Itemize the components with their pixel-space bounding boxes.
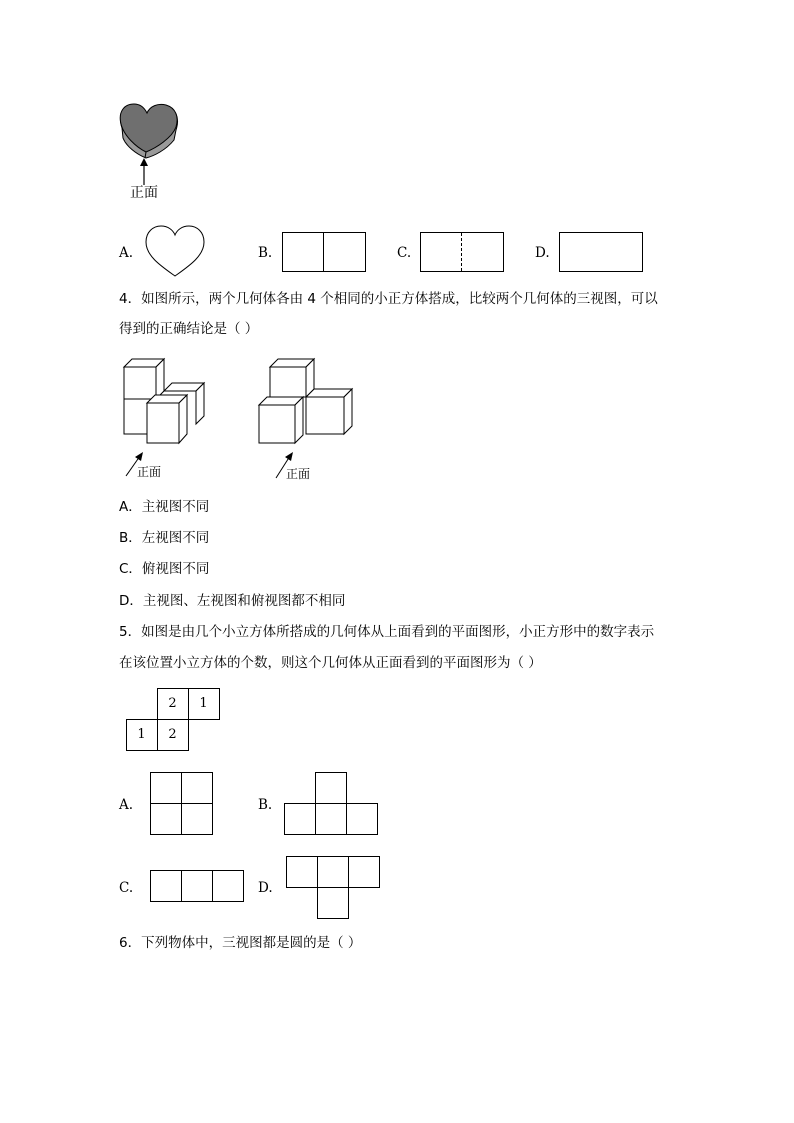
q5-stem-line1: 5．如图是由几个小立方体所搭成的几何体从上面看到的平面图形，小正方形中的数字表示: [119, 624, 655, 640]
q6-stem: 6．下列物体中，三视图都是圆的是（ ）: [119, 935, 362, 951]
q4-right-solid-figure: [256, 355, 356, 450]
q4-option-b[interactable]: B．左视图不同: [119, 530, 210, 546]
grid-number-top-mid: 2: [168, 696, 177, 711]
option-c-dashed-divider: [461, 233, 462, 271]
q5-option-c-label[interactable]: C.: [119, 880, 134, 896]
option-a-label[interactable]: A.: [119, 245, 134, 261]
heart-solid-figure: [116, 100, 186, 160]
option-c-rectangle: [420, 232, 504, 272]
front-arrow: [138, 158, 150, 186]
q5-option-d-label[interactable]: D.: [258, 880, 273, 896]
q4-left-solid-figure: [118, 355, 218, 450]
q4-option-c[interactable]: C．俯视图不同: [119, 561, 210, 577]
front-label: 正面: [130, 185, 158, 201]
q5-option-b-label[interactable]: B.: [258, 797, 273, 813]
q4-left-front-label: 正面: [137, 465, 162, 479]
q5-stem-line2: 在该位置小立方体的个数，则这个几何体从正面看到的平面图形为（ ）: [119, 655, 542, 671]
q5-option-a-label[interactable]: A.: [119, 797, 134, 813]
q4-option-a[interactable]: A．主视图不同: [119, 499, 210, 515]
option-d-label[interactable]: D.: [535, 245, 550, 261]
grid-number-bottom-left: 1: [137, 727, 146, 742]
option-d-rectangle: [559, 232, 643, 272]
q4-stem-line2: 得到的正确结论是（ ）: [119, 321, 259, 337]
option-b-solid-divider: [323, 232, 324, 272]
q4-right-front-label: 正面: [286, 467, 311, 481]
option-b-label[interactable]: B.: [258, 245, 273, 261]
grid-number-top-right: 1: [199, 696, 208, 711]
option-c-label[interactable]: C.: [397, 245, 412, 261]
grid-number-bottom-mid: 2: [168, 727, 177, 742]
q4-stem-line1: 4．如图所示，两个几何体各由 4 个相同的小正方体搭成，比较两个几何体的三视图，可以: [119, 291, 658, 307]
option-b-rectangle: [282, 232, 366, 272]
q4-option-d[interactable]: D．主视图、左视图和俯视图都不相同: [119, 593, 346, 609]
heart-outline-option: [143, 224, 207, 280]
